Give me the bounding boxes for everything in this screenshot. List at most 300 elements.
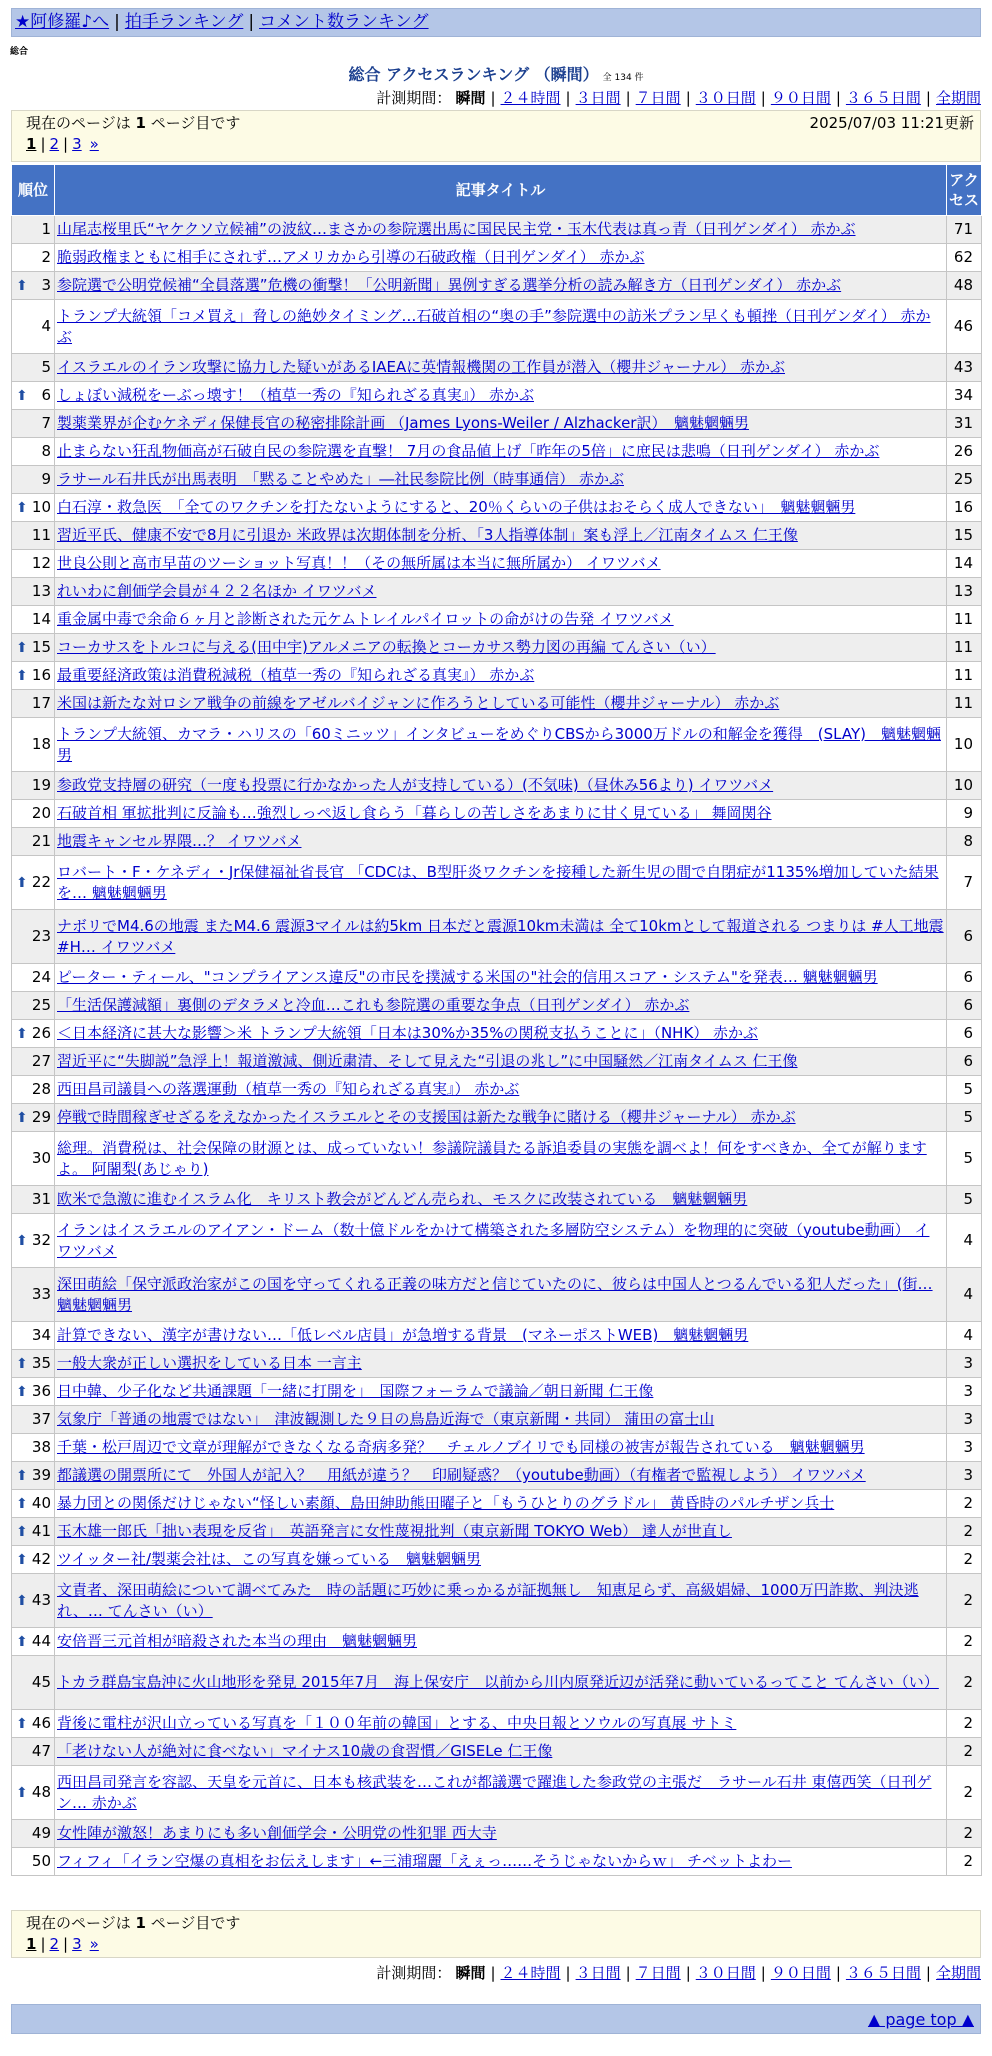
rank-up-arrow-icon: ⬆ xyxy=(16,1715,28,1732)
article-title-link[interactable]: ピーター・ティール、"コンプライアンス違反"の市民を撲滅する米国の"社会的信用スコア・システム"を発表… 魑魅魍魎男 xyxy=(57,968,878,986)
article-title-link[interactable]: 参院選で公明党候補“全員落選”危機の衝撃！「公明新聞」異例すぎる選挙分析の読み解き方（日刊ゲンダイ） 赤かぶ xyxy=(57,276,842,294)
table-row xyxy=(12,1434,982,1462)
article-title-link[interactable]: 千葉・松戸周辺で文章が理解ができなくなる奇病多発？ チェルノブイリでも同様の被害が報告されている 魑魅魍魎男 xyxy=(57,1438,865,1456)
rank-cell xyxy=(12,606,55,634)
article-title-link[interactable]: トランプ大統領、カマラ・ハリスの「60ミニッツ」インタビューをめぐりCBSから3000万ドルの和解金を獲得 (SLAY) 魑魅魍魎男 xyxy=(57,724,941,764)
rank-number: 30 xyxy=(31,1149,51,1167)
rank-up-arrow-icon: ⬆ xyxy=(16,1551,28,1568)
article-title-link[interactable]: 石破首相 軍拡批判に反論も…強烈しっぺ返し食らう「暮らしの苦しさをあまりに甘く見ている」 舞岡関谷 xyxy=(57,804,772,822)
table-row xyxy=(12,1766,982,1820)
access-count: 2 xyxy=(947,1766,982,1820)
section-label: 総合 xyxy=(10,47,29,57)
article-title-link[interactable]: ＜日本経済に甚大な影響＞米 トランプ大統領「日本は30%か35%の関税支払うことに」（NHK） 赤かぶ xyxy=(57,1024,759,1042)
rank-number: 42 xyxy=(31,1550,51,1568)
rank-cell xyxy=(12,1820,55,1848)
rank-up-arrow-icon: ⬆ xyxy=(16,667,28,684)
pagination-link-3[interactable]: 3 xyxy=(72,135,82,153)
article-title-link[interactable]: 止まらない狂乱物価高が石破自民の参院選を直撃！ 7月の食品値上げ「昨年の5倍」に庶民は悲鳴（日刊ゲンダイ） 赤かぶ xyxy=(57,442,880,460)
title-cell xyxy=(55,494,947,522)
period-link-3d[interactable]: ３日間 xyxy=(575,1964,621,1982)
title-cell xyxy=(55,1020,947,1048)
title-cell xyxy=(55,1766,947,1820)
article-title-link[interactable]: フィフィ「イラン空爆の真相をお伝えします」←三浦瑠麗「えぇっ……そうじゃないからｗ」 チベットよわー xyxy=(57,1852,792,1870)
access-count: 5 xyxy=(947,1104,982,1132)
access-count: 6 xyxy=(947,992,982,1020)
article-title-link[interactable]: 最重要経済政策は消費税減税（植草一秀の『知られざる真実』） 赤かぶ xyxy=(57,666,535,684)
title-cell xyxy=(55,1738,947,1766)
ranking-table-body xyxy=(12,216,982,1876)
article-title-link[interactable]: 世良公則と高市早苗のツーショット写真！！（その無所属は本当に無所属か） イワツバメ xyxy=(57,554,661,572)
access-count: 43 xyxy=(947,354,982,382)
rank-number: 13 xyxy=(31,582,51,600)
period-link-24h[interactable]: ２４時間 xyxy=(500,1964,561,1982)
title-cell xyxy=(55,992,947,1020)
updated-timestamp: 2025/07/03 11:21更新 xyxy=(809,114,974,132)
title-cell xyxy=(55,662,947,690)
access-count: 2 xyxy=(947,1820,982,1848)
table-row xyxy=(12,1350,982,1378)
header-title: 記事タイトル xyxy=(55,165,947,216)
pagination-next[interactable]: » xyxy=(89,135,99,153)
rank-number: 48 xyxy=(31,1783,51,1801)
article-title-link[interactable]: 女性陣が激怒！あまりにも多い創価学会・公明党の性犯罪 西大寺 xyxy=(57,1824,497,1842)
access-count: 71 xyxy=(947,216,982,244)
table-row xyxy=(12,1322,982,1350)
access-count: 4 xyxy=(947,1214,982,1268)
table-row xyxy=(12,1104,982,1132)
title-cell xyxy=(55,1656,947,1710)
access-count: 2 xyxy=(947,1490,982,1518)
rank-cell xyxy=(12,578,55,606)
rank-cell xyxy=(12,438,55,466)
footer-bar xyxy=(11,2004,981,2034)
title-cell xyxy=(55,216,947,244)
nav-link-applause-ranking[interactable]: 拍手ランキング xyxy=(124,12,244,32)
table-row xyxy=(12,216,982,244)
rank-cell xyxy=(12,1462,55,1490)
article-title-link[interactable]: 山尾志桜里氏“ヤケクソ立候補”の波紋…まさかの参院選出馬に国民民主党・玉木代表は真っ青（日刊ゲンダイ） 赤かぶ xyxy=(57,220,856,238)
rank-number: 43 xyxy=(31,1591,51,1609)
pagination-link-2[interactable]: 2 xyxy=(49,135,60,153)
access-count: 14 xyxy=(947,550,982,578)
page-info-bottom xyxy=(11,1910,981,1958)
access-count: 2 xyxy=(947,1656,982,1710)
article-title-link[interactable]: 参政党支持層の研究（一度も投票に行かなかった人が支持している）(不気味)（昼休み56より) イワツバメ xyxy=(57,776,774,794)
rank-number: 12 xyxy=(31,554,51,572)
rank-number: 31 xyxy=(31,1190,51,1208)
table-row xyxy=(12,1076,982,1104)
article-title-link[interactable]: 気象庁「普通の地震ではない」 津波観測した９日の鳥島近海で（東京新聞・共同） 蒲田の富士山 xyxy=(57,1410,715,1428)
title-cell xyxy=(55,1462,947,1490)
table-row xyxy=(12,1268,982,1322)
title-cell xyxy=(55,1710,947,1738)
rank-number: 33 xyxy=(31,1285,51,1303)
table-row xyxy=(12,662,982,690)
title-cell xyxy=(55,1518,947,1546)
article-title-link[interactable]: ロバート・F・ケネディ・Jr保健福祉省長官 「CDCは、B型肝炎ワクチンを接種した新生児の間で自閉症が1135%増加していた結果を… 魑魅魍魎男 xyxy=(57,862,939,902)
article-title-link[interactable]: イスラエルのイラン攻撃に協力した疑いがあるIAEAに英情報機関の工作員が潜入（櫻井ジャーナル） 赤かぶ xyxy=(57,358,785,376)
article-title-link[interactable]: 地震キャンセル界隈…？ イワツバメ xyxy=(57,832,302,850)
rank-cell xyxy=(12,1574,55,1628)
nav-link-comment-ranking[interactable]: コメント数ランキング xyxy=(259,12,429,32)
article-title-link[interactable]: 「生活保護減額」裏側のデタラメと冷血…これも参院選の重要な争点（日刊ゲンダイ） 赤かぶ xyxy=(57,996,690,1014)
access-count: 4 xyxy=(947,1322,982,1350)
rank-up-arrow-icon: ⬆ xyxy=(16,1495,28,1512)
period-link-7d[interactable]: ７日間 xyxy=(635,1964,681,1982)
access-count: 46 xyxy=(947,300,982,354)
rank-number: 45 xyxy=(31,1673,51,1691)
article-title-link[interactable]: 都議選の開票所にて 外国人が記入？ 用紙が違う？ 印刷疑惑？（youtube動画）（有権者で監視しよう） イワツバメ xyxy=(57,1466,866,1484)
period-selector-top: 計測期間： 瞬間 | ２４時間 | ３日間 | ７日間 | ３０日間 | ９０日間 | ３６５日間 | 全期間 xyxy=(376,89,981,107)
table-row xyxy=(12,1406,982,1434)
rank-cell xyxy=(12,1766,55,1820)
table-row xyxy=(12,1462,982,1490)
pagination-top: 1 | 2 | 3 » xyxy=(26,135,99,153)
period-selector-bottom: 計測期間： 瞬間 | ２４時間 | ３日間 | ７日間 | ３０日間 | ９０日間 | ３６５日間 | 全期間 xyxy=(376,1964,981,1982)
page-info-top xyxy=(11,110,981,162)
rank-up-arrow-icon: ⬆ xyxy=(16,874,28,891)
pagination-next[interactable]: » xyxy=(89,1935,99,1953)
rank-number: 11 xyxy=(31,526,51,544)
article-title-link[interactable]: 脆弱政権まともに相手にされず…アメリカから引導の石破政権（日刊ゲンダイ） 赤かぶ xyxy=(57,248,645,266)
article-title-link[interactable]: しょぼい減税をーぶっ壊す！（植草一秀の『知られざる真実』） 赤かぶ xyxy=(57,386,534,404)
rank-up-arrow-icon: ⬆ xyxy=(16,1523,28,1540)
rank-cell xyxy=(12,522,55,550)
rank-cell xyxy=(12,1020,55,1048)
rank-number: 17 xyxy=(31,694,51,712)
title-cell xyxy=(55,1628,947,1656)
table-row xyxy=(12,1186,982,1214)
period-link-7d[interactable]: ７日間 xyxy=(635,89,681,107)
access-count: 15 xyxy=(947,522,982,550)
article-title-link[interactable]: 玉木雄一郎氏「拙い表現を反省」 英語発言に女性蔑視批判（東京新聞 TOKYO Web） 達人が世直し xyxy=(57,1522,732,1540)
period-link-all[interactable]: 全期間 xyxy=(935,1964,981,1982)
access-count: 16 xyxy=(947,494,982,522)
rank-number: 18 xyxy=(31,735,51,753)
title-cell xyxy=(55,550,947,578)
access-count: 2 xyxy=(947,1738,982,1766)
access-count: 11 xyxy=(947,690,982,718)
table-row xyxy=(12,272,982,300)
period-label: 計測期間： xyxy=(376,89,452,107)
access-count: 5 xyxy=(947,1076,982,1104)
rank-cell xyxy=(12,1518,55,1546)
rank-number: 16 xyxy=(31,666,51,684)
page-title-text: 総合 アクセスランキング （瞬間） xyxy=(348,65,599,84)
title-cell xyxy=(55,828,947,856)
title-cell xyxy=(55,1490,947,1518)
table-row xyxy=(12,438,982,466)
article-title-link[interactable]: ツイッター社/製薬会社は、この写真を嫌っている 魑魅魍魎男 xyxy=(57,1550,482,1568)
rank-number: 8 xyxy=(41,442,51,460)
article-title-link[interactable]: 重金属中毒で余命６ヶ月と診断された元ケムトレイルパイロットの命がけの告発 イワツバメ xyxy=(57,610,674,628)
table-row xyxy=(12,856,982,910)
title-cell xyxy=(55,772,947,800)
article-title-link[interactable]: 一般大衆が正しい選択をしている日本 一言主 xyxy=(57,1354,362,1372)
period-link-all[interactable]: 全期間 xyxy=(935,89,981,107)
access-count: 2 xyxy=(947,1628,982,1656)
access-count: 5 xyxy=(947,1132,982,1186)
title-cell xyxy=(55,1820,947,1848)
rank-cell xyxy=(12,718,55,772)
rank-number: 23 xyxy=(31,927,51,945)
rank-number: 10 xyxy=(31,498,51,516)
title-cell xyxy=(55,1214,947,1268)
rank-number: 47 xyxy=(31,1742,51,1760)
rank-number: 25 xyxy=(31,996,51,1014)
article-title-link[interactable]: ナボリでM4.6の地震 またM4.6 震源3マイルは約5km 日本だと震源10km未満は 全て10kmとして報道される つまりは #人工地震 #H… イワツバメ xyxy=(57,916,944,956)
rank-number: 4 xyxy=(41,317,51,335)
rank-cell xyxy=(12,1738,55,1766)
access-count: 2 xyxy=(947,1546,982,1574)
article-title-link[interactable]: 米国は新たな対ロシア戦争の前線をアゼルバイジャンに作ろうとしている可能性（櫻井ジャーナル） 赤かぶ xyxy=(57,694,780,712)
rank-number: 19 xyxy=(31,776,51,794)
rank-number: 3 xyxy=(41,276,51,294)
rank-cell xyxy=(12,244,55,272)
rank-cell xyxy=(12,1546,55,1574)
article-title-link[interactable]: 欧米で急激に進むイスラム化 キリスト教会がどんどん売られ、モスクに改装されている 魑魅魍魎男 xyxy=(57,1190,748,1208)
rank-number: 15 xyxy=(31,638,51,656)
rank-cell xyxy=(12,1848,55,1876)
rank-cell xyxy=(12,964,55,992)
article-title-link[interactable]: 習近平に“失脚説”急浮上！報道激減、側近粛清、そして見えた“引退の兆し”に中国騒然／江南タイムス 仁王像 xyxy=(57,1052,798,1070)
rank-cell xyxy=(12,494,55,522)
rank-up-arrow-icon: ⬆ xyxy=(16,1592,28,1609)
rank-cell xyxy=(12,1490,55,1518)
rank-cell xyxy=(12,1628,55,1656)
table-row xyxy=(12,1214,982,1268)
title-cell xyxy=(55,382,947,410)
article-title-link[interactable]: 文責者、深田萌絵について調べてみた 時の話題に巧妙に乗っかるが証拠無し 知恵足らず、高級娼婦、1000万円詐欺、判決逃れ、… てんさい（い） xyxy=(57,1580,919,1620)
access-count: 62 xyxy=(947,244,982,272)
period-link-365d[interactable]: ３６５日間 xyxy=(845,1964,921,1982)
title-cell xyxy=(55,1268,947,1322)
title-cell xyxy=(55,410,947,438)
access-count: 3 xyxy=(947,1350,982,1378)
period-link-24h[interactable]: ２４時間 xyxy=(500,89,561,107)
title-cell xyxy=(55,718,947,772)
access-count: 11 xyxy=(947,606,982,634)
rank-cell xyxy=(12,1350,55,1378)
access-count: 3 xyxy=(947,1378,982,1406)
access-count: 6 xyxy=(947,964,982,992)
table-row xyxy=(12,1656,982,1710)
access-count: 11 xyxy=(947,634,982,662)
title-cell xyxy=(55,578,947,606)
article-title-link[interactable]: 停戦で時間稼ぎせざるをえなかったイスラエルとその支援国は新たな戦争に賭ける（櫻井ジャーナル） 赤かぶ xyxy=(57,1108,796,1126)
table-row xyxy=(12,1628,982,1656)
rank-cell xyxy=(12,1434,55,1462)
table-row xyxy=(12,992,982,1020)
table-row xyxy=(12,300,982,354)
article-title-link[interactable]: イランはイスラエルのアイアン・ドーム（数十億ドルをかけて構築された多層防空システム）を物理的に突破（youtube動画） イワツバメ xyxy=(57,1220,930,1260)
table-row xyxy=(12,550,982,578)
article-title-link[interactable]: 白石淳・救急医 「全てのワクチンを打たないようにすると、20％くらいの子供はおそらく成人できない」 魑魅魍魎男 xyxy=(57,498,856,516)
rank-cell xyxy=(12,354,55,382)
period-link-30d[interactable]: ３０日間 xyxy=(695,1964,756,1982)
rank-up-arrow-icon: ⬆ xyxy=(16,387,28,404)
rank-cell xyxy=(12,1710,55,1738)
article-title-link[interactable]: れいわに創価学会員が４２２名ほか イワツバメ xyxy=(57,582,377,600)
title-cell xyxy=(55,964,947,992)
table-row xyxy=(12,1820,982,1848)
access-count: 6 xyxy=(947,1020,982,1048)
title-cell xyxy=(55,300,947,354)
page-title xyxy=(0,62,992,85)
rank-number: 29 xyxy=(31,1108,51,1126)
rank-number: 27 xyxy=(31,1052,51,1070)
article-title-link[interactable]: ラサール石井氏が出馬表明 「黙ることやめた」―社民参院比例（時事通信） 赤かぶ xyxy=(57,470,624,488)
access-count: 8 xyxy=(947,828,982,856)
pagination-current: 1 xyxy=(26,1935,37,1953)
article-title-link[interactable]: 安倍晋三元首相が暗殺された本当の理由 魑魅魍魎男 xyxy=(57,1632,418,1650)
article-title-link[interactable]: 総理。消費税は、社会保障の財源とは、成っていない！参議院議員たる訴追委員の実態を調べよ！何をすべきか、全てが解りますよ。 阿闍梨(あじゃり) xyxy=(57,1138,927,1178)
rank-number: 40 xyxy=(31,1494,51,1512)
access-count: 3 xyxy=(947,1462,982,1490)
title-cell xyxy=(55,606,947,634)
rank-number: 50 xyxy=(31,1852,51,1870)
title-cell xyxy=(55,354,947,382)
rank-cell xyxy=(12,1656,55,1710)
access-count: 6 xyxy=(947,1048,982,1076)
rank-cell xyxy=(12,690,55,718)
access-count: 25 xyxy=(947,466,982,494)
title-cell xyxy=(55,856,947,910)
rank-up-arrow-icon: ⬆ xyxy=(16,1784,28,1801)
rank-number: 9 xyxy=(41,470,51,488)
rank-cell xyxy=(12,910,55,964)
title-cell xyxy=(55,1048,947,1076)
access-count: 9 xyxy=(947,800,982,828)
header-rank: 順位 xyxy=(12,165,55,216)
access-count: 3 xyxy=(947,1434,982,1462)
article-title-link[interactable]: 深田萌絵「保守派政治家がこの国を守ってくれる正義の味方だと信じていたのに、彼らは中国人とつるんでいる犯人だった」(街… 魑魅魍魎男 xyxy=(57,1274,933,1314)
title-cell xyxy=(55,1406,947,1434)
article-title-link[interactable]: 西田昌司議員への落選運動（植草一秀の『知られざる真実』） 赤かぶ xyxy=(57,1080,520,1098)
rank-number: 35 xyxy=(31,1354,51,1372)
rank-cell xyxy=(12,828,55,856)
rank-number: 1 xyxy=(41,220,51,238)
access-count: 5 xyxy=(947,1186,982,1214)
title-cell xyxy=(55,800,947,828)
access-count: 10 xyxy=(947,718,982,772)
article-title-link[interactable]: 背後に電柱が沢山立っている写真を「１００年前の韓国」とする、中央日報とソウルの写真展 サトミ xyxy=(57,1714,737,1732)
rank-cell xyxy=(12,1378,55,1406)
period-link-90d[interactable]: ９０日間 xyxy=(770,89,831,107)
ranking-table xyxy=(11,164,982,1876)
rank-number: 49 xyxy=(31,1824,51,1842)
article-title-link[interactable]: 計算できない、漢字が書けない…「低レベル店員」が急増する背景 (マネーポストWEB) 魑魅魍魎男 xyxy=(57,1326,749,1344)
rank-cell xyxy=(12,772,55,800)
rank-up-arrow-icon: ⬆ xyxy=(16,1383,28,1400)
article-title-link[interactable]: 暴力団との関係だけじゃない“怪しい素顔、島田紳助熊田曜子と「もうひとりのグラドル」 黄昏時のパルチザン兵士 xyxy=(57,1494,835,1512)
period-link-365d[interactable]: ３６５日間 xyxy=(845,89,921,107)
title-cell xyxy=(55,690,947,718)
rank-cell xyxy=(12,382,55,410)
access-count: 2 xyxy=(947,1710,982,1738)
current-page-text-bottom: 現在のページは 1 ページ目です xyxy=(26,1914,241,1932)
current-page-text: 現在のページは 1 ページ目です xyxy=(26,114,241,132)
article-title-link[interactable]: トランプ大統領「コメ買え」脅しの絶妙タイミング…石破首相の“奥の手”参院選中の訪米プラン早くも頓挫（日刊ゲンダイ） 赤かぶ xyxy=(57,306,931,346)
table-row xyxy=(12,466,982,494)
period-link-90d[interactable]: ９０日間 xyxy=(770,1964,831,1982)
article-title-link[interactable]: 習近平氏、健康不安で8月に引退か 米政界は次期体制を分析、「3人指導体制」案も浮上／江南タイムス 仁王像 xyxy=(57,526,798,544)
title-cell xyxy=(55,910,947,964)
rank-cell xyxy=(12,1048,55,1076)
article-title-link[interactable]: コーカサスをトルコに与える(田中宇)アルメニアの転換とコーカサス勢力図の再編 てんさい（い） xyxy=(57,638,716,656)
nav-separator: | xyxy=(114,12,120,32)
rank-number: 37 xyxy=(31,1410,51,1428)
table-row xyxy=(12,1738,982,1766)
period-link-30d[interactable]: ３０日間 xyxy=(695,89,756,107)
period-current: 瞬間 xyxy=(455,1964,486,1982)
nav-link-asyura[interactable]: ★阿修羅♪へ xyxy=(15,12,110,32)
rank-number: 36 xyxy=(31,1382,51,1400)
period-link-3d[interactable]: ３日間 xyxy=(575,89,621,107)
title-cell xyxy=(55,438,947,466)
title-cell xyxy=(55,1434,947,1462)
article-title-link[interactable]: 日中韓、少子化など共通課題「一緒に打開を」 国際フォーラムで議論／朝日新聞 仁王像 xyxy=(57,1382,654,1400)
article-title-link[interactable]: 西田昌司発言を容認、天皇を元首に、日本も核武装を…これが都議選で躍進した参政党の主張だ ラサール石井 東僖西笑（日刊ゲン… 赤かぶ xyxy=(57,1772,932,1812)
rank-number: 34 xyxy=(31,1326,51,1344)
access-count: 4 xyxy=(947,1268,982,1322)
table-row xyxy=(12,494,982,522)
rank-cell xyxy=(12,272,55,300)
title-cell xyxy=(55,466,947,494)
pagination-current: 1 xyxy=(26,135,37,153)
article-title-link[interactable]: 製薬業界が企むケネディ保健長官の秘密排除計画 （James Lyons-Weiler / Alzhacker訳） 魑魅魍魎男 xyxy=(57,414,749,432)
table-row xyxy=(12,690,982,718)
rank-cell xyxy=(12,800,55,828)
table-row xyxy=(12,382,982,410)
table-row xyxy=(12,1518,982,1546)
pagination-link-2[interactable]: 2 xyxy=(49,1935,60,1953)
pagination-link-3[interactable]: 3 xyxy=(72,1935,82,1953)
page-top-link[interactable]: ▲ page top ▲ xyxy=(867,2010,974,2029)
table-row xyxy=(12,800,982,828)
rank-number: 22 xyxy=(31,873,51,891)
article-title-link[interactable]: 「老けない人が絶対に食べない」マイナス10歳の食習慣／GISELe 仁王像 xyxy=(57,1742,553,1760)
table-row xyxy=(12,1848,982,1876)
pagination-bottom: 1 | 2 | 3 » xyxy=(26,1935,99,1953)
access-count: 10 xyxy=(947,772,982,800)
table-row xyxy=(12,910,982,964)
title-cell xyxy=(55,1186,947,1214)
rank-up-arrow-icon: ⬆ xyxy=(16,1467,28,1484)
access-count: 3 xyxy=(947,1406,982,1434)
title-cell xyxy=(55,1076,947,1104)
table-row xyxy=(12,244,982,272)
title-cell xyxy=(55,244,947,272)
rank-cell xyxy=(12,992,55,1020)
rank-number: 6 xyxy=(41,386,51,404)
rank-up-arrow-icon: ⬆ xyxy=(16,639,28,656)
rank-number: 26 xyxy=(31,1024,51,1042)
access-count: 31 xyxy=(947,410,982,438)
rank-number: 46 xyxy=(31,1714,51,1732)
rank-cell xyxy=(12,856,55,910)
access-count: 2 xyxy=(947,1518,982,1546)
title-cell xyxy=(55,1132,947,1186)
table-row xyxy=(12,606,982,634)
rank-up-arrow-icon: ⬆ xyxy=(16,1232,28,1249)
table-row xyxy=(12,828,982,856)
table-row xyxy=(12,522,982,550)
rank-number: 38 xyxy=(31,1438,51,1456)
header-access: アクセス xyxy=(947,165,982,216)
access-count: 48 xyxy=(947,272,982,300)
article-title-link[interactable]: トカラ群島宝島沖に火山地形を発見 2015年7月 海上保安庁 以前から川内原発近辺が活発に動いているってこと てんさい（い） xyxy=(57,1673,939,1691)
